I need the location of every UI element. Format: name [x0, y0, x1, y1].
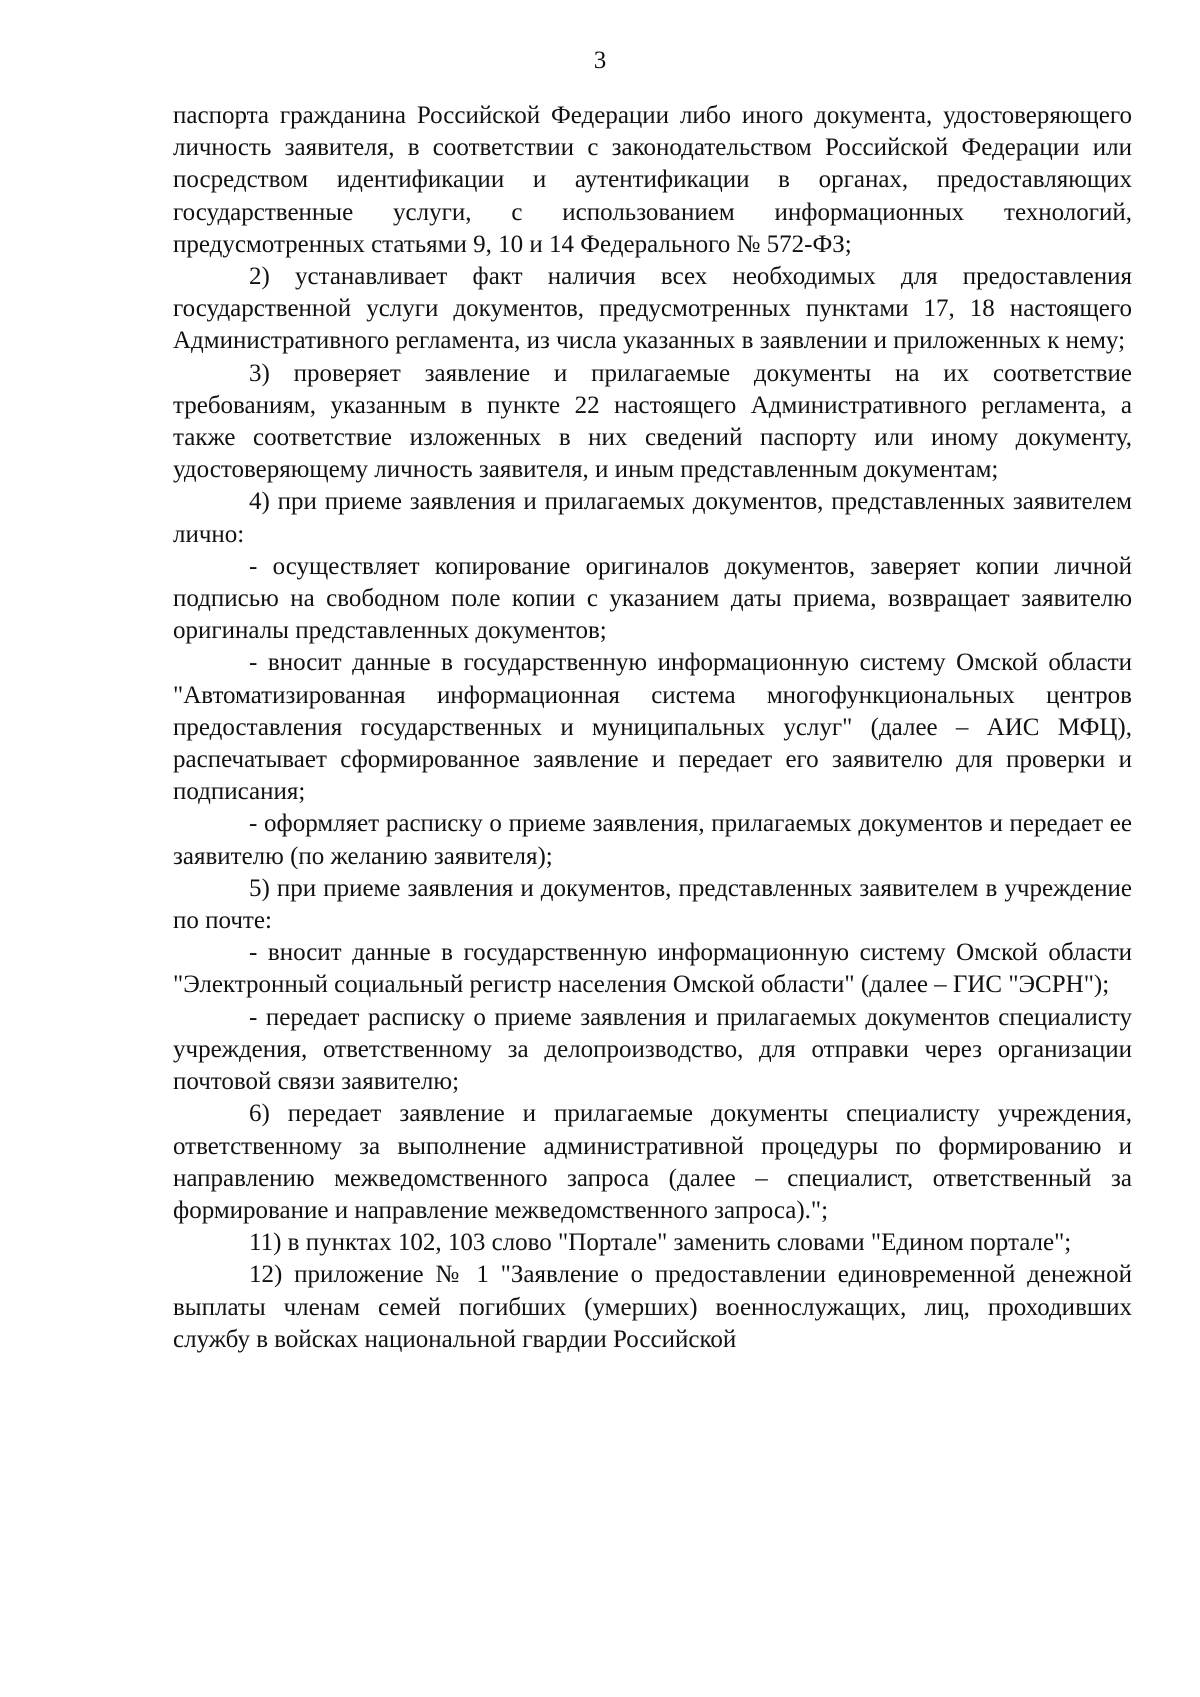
paragraph-item-6: 6) передает заявление и прилагаемые документы специалисту учреждения, ответственному за выполнение административной процедуры по формированию и направлению межведомственного запроса (далее – специалист, ответственный за формирование и направление межведомственного запроса)."; [173, 1100, 1132, 1224]
paragraph-item-4-receipt: - оформляет расписку о приеме заявления, прилагаемых документов и передает ее заявителю (по желанию заявителя); [173, 810, 1132, 870]
paragraph-passport: паспорта гражданина Российской Федерации либо иного документа, удостоверяющего личность заявителя, в соответствии с законодательством Российской Федерации или посредством идентификации и аутентификации в органах, предоставляющих государственные услуги, с использованием информационных технологий, предусмотренных статьями 9, 10 и 14 Федерального № 572-ФЗ; [173, 102, 1132, 258]
paragraph-item-4-ais-mfc: - вносит данные в государственную информационную систему Омской области "Автоматизированная информационная система многофункциональных центров предоставления государственных и муниципальных услуг" (далее – АИС МФЦ), распечатывает сформированное заявление и передает его заявителю для проверки и подписания; [173, 649, 1132, 806]
paragraph-item-5-receipt: - передает расписку о приеме заявления и прилагаемых документов специалисту учреждения, ответственному за делопроизводство, для отправки через организации почтовой связи заявителю; [173, 1003, 1132, 1096]
paragraph-item-2: 2) устанавливает факт наличия всех необходимых для предоставления государственной услуги документов, предусмотренных пунктами 17, 18 настоящего Административного регламента, из числа указанных в заявлении и приложенных к нему; [173, 263, 1132, 355]
document-body [173, 100, 1132, 1356]
paragraph-item-4-copying: - осуществляет копирование оригиналов документов, заверяет копии личной подписью на свободном поле копии с указанием даты приема, возвращает заявителю оригиналы представленных документов; [173, 552, 1132, 645]
paragraph-item-3: 3) проверяет заявление и прилагаемые документы на их соответствие требованиям, указанным в пункте 22 настоящего Административного регламента, а также соответствие изложенных в них сведений паспорту или иному документу, удостоверяющему личность заявителя, и иным представленным документам; [173, 359, 1132, 484]
page-number: 3 [593, 47, 607, 74]
paragraph-amendment-12: 12) приложение № 1 "Заявление о предоставлении единовременной денежной выплаты членам семей погибших (умерших) военнослужащих, лиц, проходивших службу в войсках национальной гвардии Российской [173, 1261, 1132, 1353]
paragraph-amendment-11: 11) в пунктах 102, 103 слово "Портале" заменить словами "Едином портале"; [249, 1229, 1072, 1257]
paragraph-item-5: 5) при приеме заявления и документов, представленных заявителем в учреждение по почте: [173, 874, 1132, 935]
paragraph-item-4: 4) при приеме заявления и прилагаемых документов, представленных заявителем лично: [173, 488, 1132, 548]
paragraph-item-5-gis-esrn: - вносит данные в государственную информационную систему Омской области "Электронный социальный регистр населения Омской области" (далее – ГИС "ЭСРН"); [173, 939, 1132, 999]
